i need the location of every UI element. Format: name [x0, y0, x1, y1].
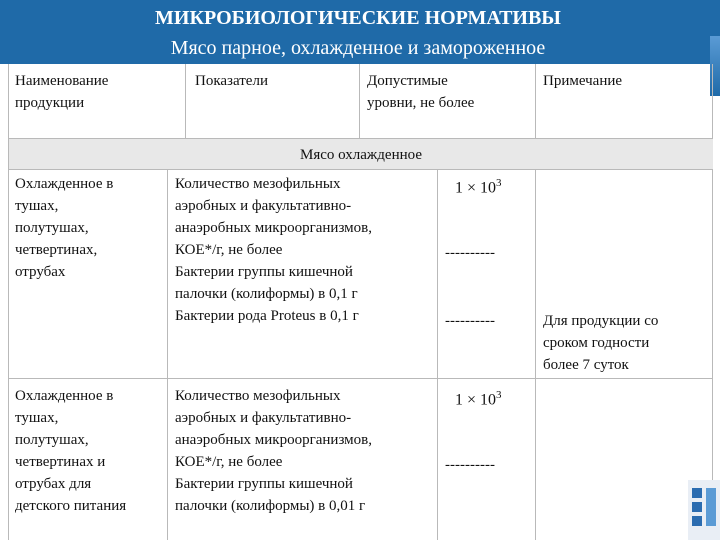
table-row-1-product: Охлажденное в тушах, полутушах, четвертинах, отрубах [15, 176, 114, 280]
grid-line [359, 64, 360, 138]
grid-line [185, 64, 186, 138]
standards-table [8, 64, 713, 540]
table-row-1-indicators: Количество мезофильных аэробных и факультативно- анаэробных микроорганизмов, КОЕ*/г, не более Бактерии группы кишечной палочки (колиформы) в 0,1 г Бактерии рода Proteus в 0,1 г [175, 176, 372, 324]
table-row-2-indicators: Количество мезофильных аэробных и факультативно- анаэробных микроорганизмов, КОЕ*/г, не более Бактерии группы кишечной палочки (колиформы) в 0,01 г [175, 388, 372, 514]
grid-line [437, 169, 438, 540]
table-row-1-limit-mesophilic: $1 \times 10^3$ [455, 177, 502, 197]
grid-line [167, 169, 168, 540]
grid-line [9, 169, 713, 170]
page-subtitle: Мясо парное, охлажденное и замороженное [170, 37, 546, 59]
corner-logo-icon [678, 478, 720, 540]
grid-line [535, 64, 536, 138]
column-header-indicators: Показатели [195, 73, 268, 89]
column-header-note: Примечание [543, 73, 623, 89]
page-title: МИКРОБИОЛОГИЧЕСКИЕ НОРМАТИВЫ [155, 7, 561, 29]
slide-header [0, 0, 720, 64]
column-header-limits: Допустимые уровни, не более [367, 73, 475, 111]
table-row-1-limit-coliforms: ---------- [445, 245, 495, 261]
column-header-product: Наименование продукции [15, 73, 109, 111]
section-title: Мясо охлажденное [300, 147, 422, 163]
table-row-1-limit-proteus: ---------- [445, 313, 495, 329]
grid-line [535, 169, 536, 540]
grid-line [712, 64, 713, 540]
table-row-2-limit-mesophilic: $1 \times 10^3$ [455, 389, 502, 409]
table-row-2-limit-coliforms: ---------- [445, 457, 495, 473]
table-row-1-note: Для продукции со сроком годности более 7 суток [543, 313, 659, 373]
table-row-2-product: Охлажденное в тушах, полутушах, четвертинах и отрубах для детского питания [15, 388, 127, 514]
grid-line [9, 378, 713, 379]
